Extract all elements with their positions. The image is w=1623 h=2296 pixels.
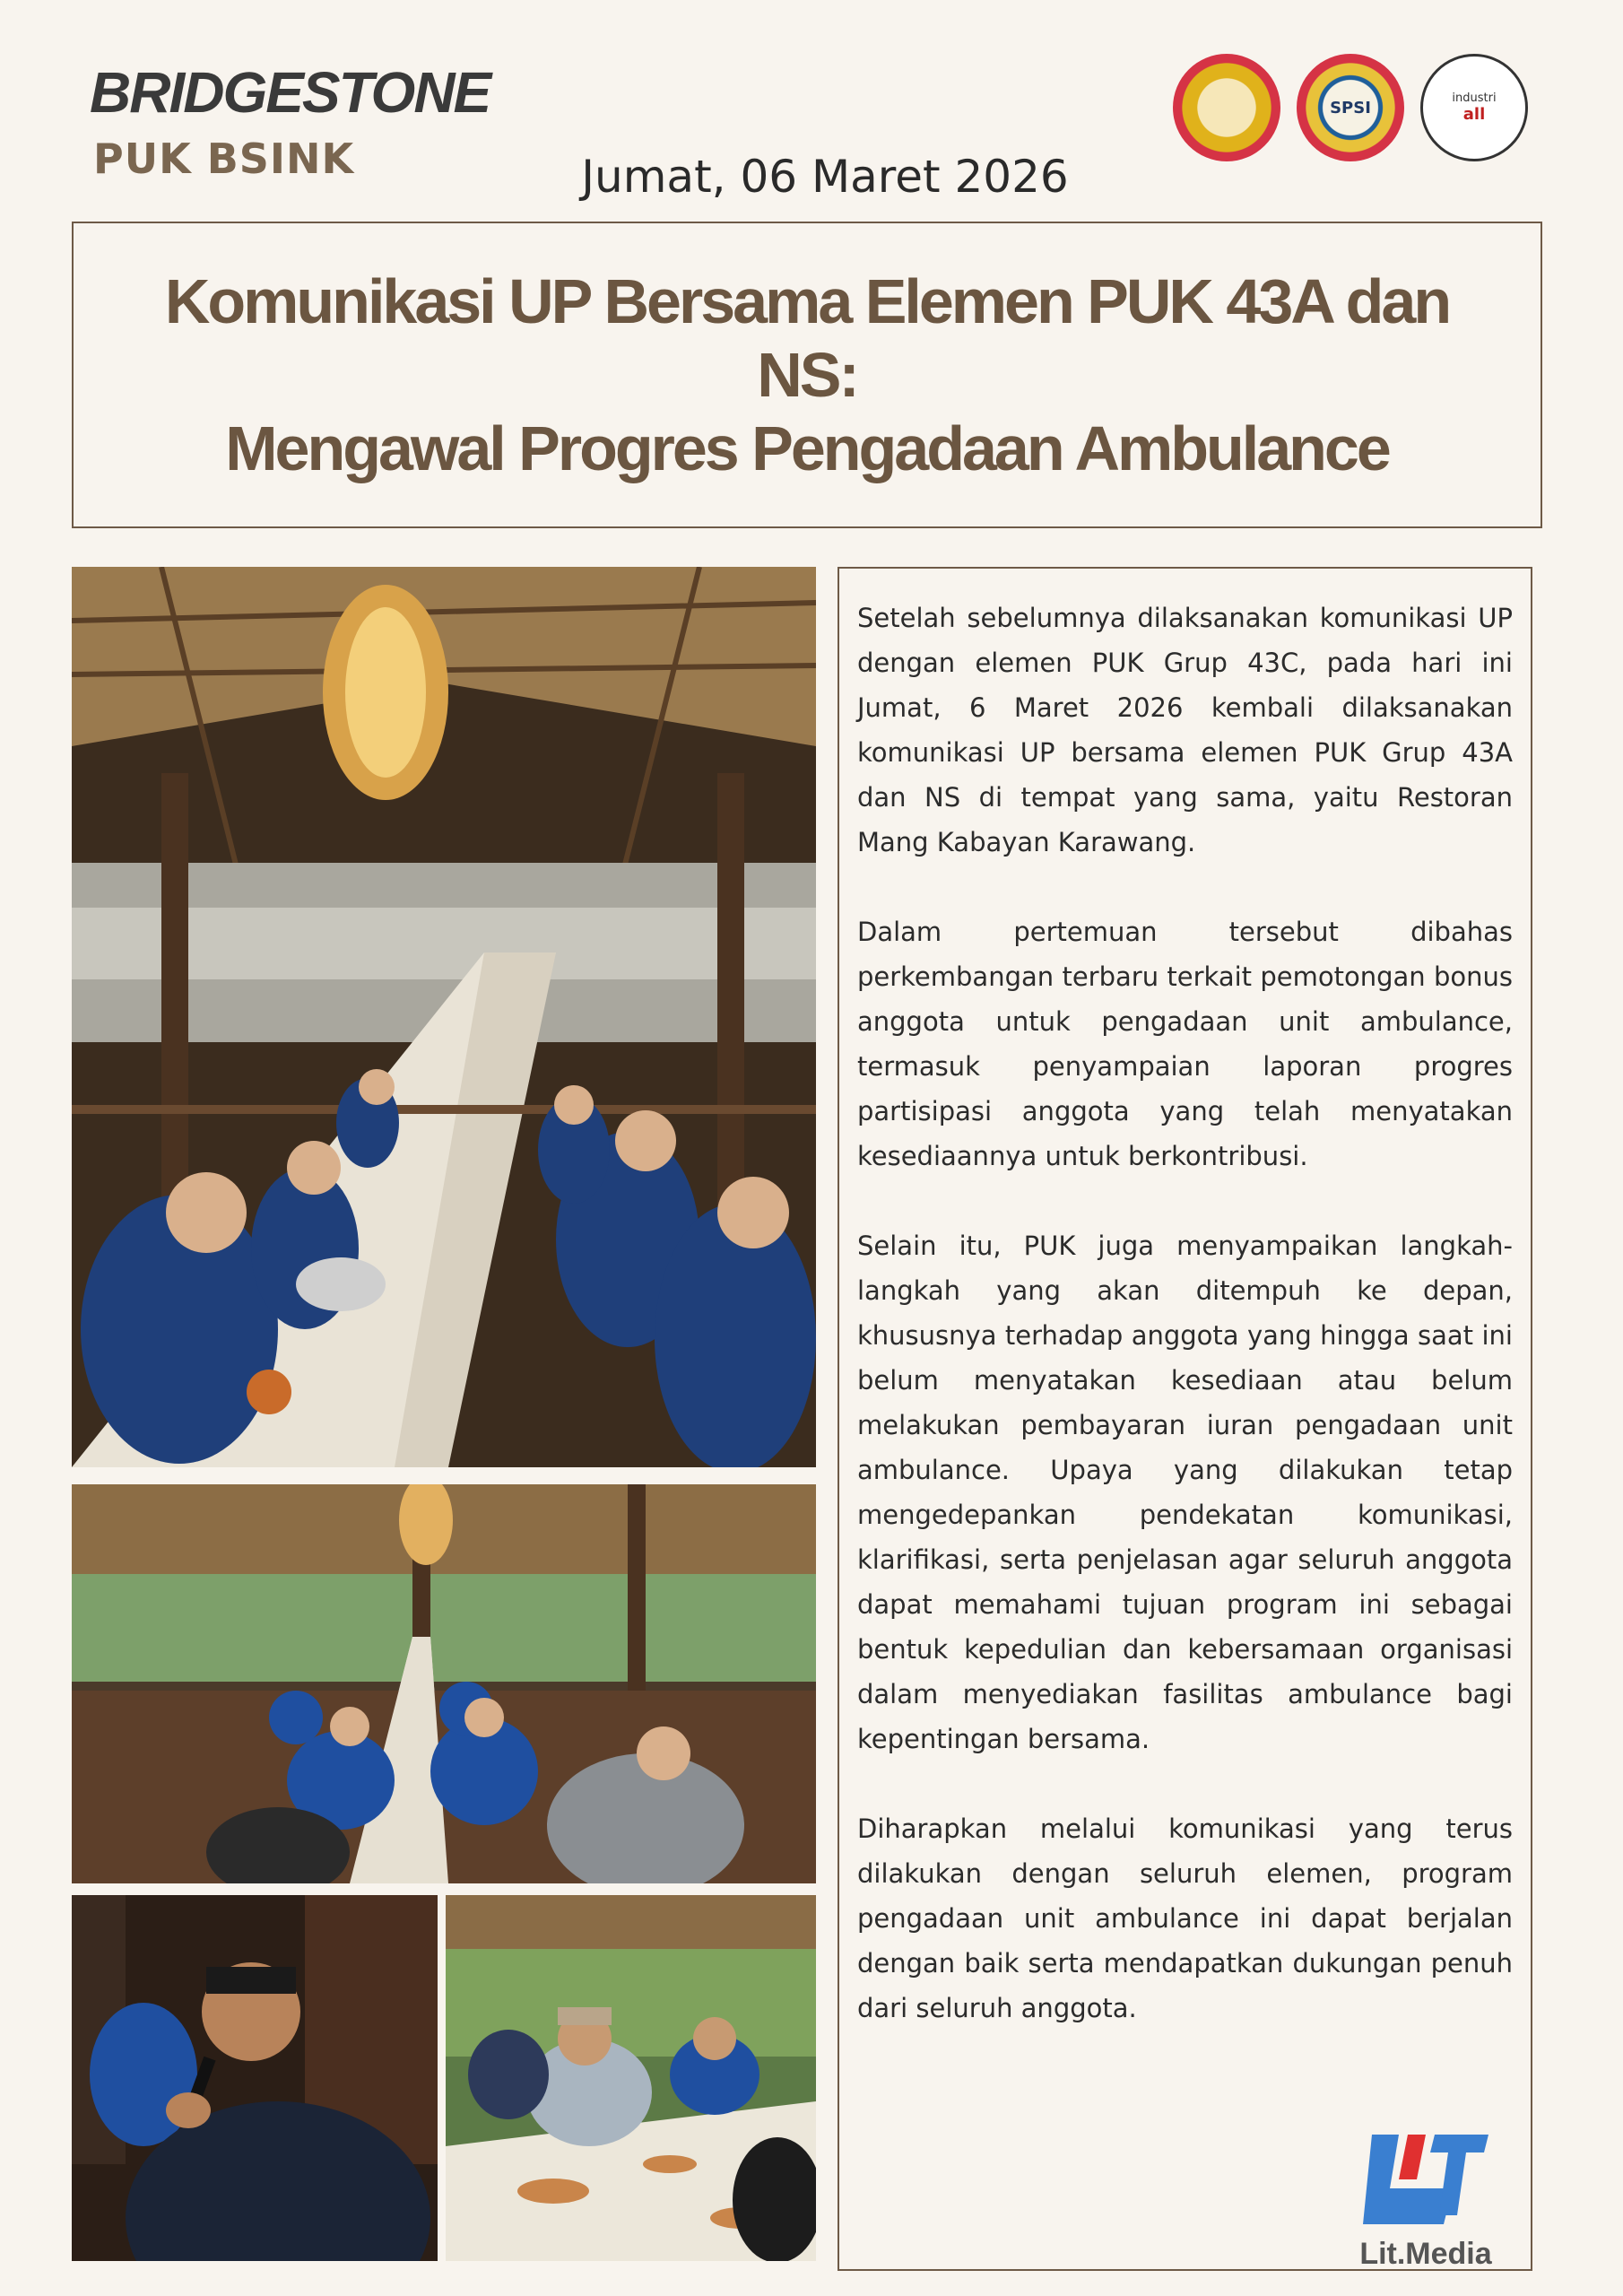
title-line-1: Komunikasi UP Bersama Elemen PUK 43A dan NS: (164, 266, 1450, 410)
unit-label: PUK BSINK (93, 135, 355, 183)
paragraph-1: Setelah sebelumnya dilaksanakan komunikasi UP dengan elemen PUK Grup 43C, pada hari ini Jumat, 6 Maret 2026 kembali dilaksanakan komunikasi UP bersama elemen PUK Grup 43A dan NS di tempat yang sama, yaitu Restoran Mang Kabayan Karawang. (857, 603, 1513, 857)
dining-table-photo (446, 1895, 816, 2261)
paragraph-2: Dalam pertemuan tersebut dibahas perkembangan terbaru terkait pemotongan bonus anggota untuk pengadaan unit ambulance, termasuk penyampaian laporan progres partisipasi anggota yang telah menyatakan kesediaannya untuk berkontribusi. (857, 917, 1513, 1171)
title-box (72, 222, 1542, 528)
industriall-logo-mark: all (1462, 105, 1486, 124)
meeting-photo-wide (72, 1484, 816, 1883)
publication-date: Jumat, 06 Maret 2026 (581, 151, 1069, 203)
spsi-logo-text: SPSI (1330, 98, 1371, 117)
fspkep-emblem-icon (1173, 54, 1280, 161)
title-line-2: Mengawal Progres Pengadaan Ambulance (225, 413, 1389, 483)
paragraph-4: Diharapkan melalui komunikasi yang terus dilakukan dengan seluruh elemen, program pengadaan unit ambulance ini dapat berjalan dengan baik serta mendapatkan dukungan penuh dari seluruh anggota. (857, 1813, 1513, 2023)
bridgestone-logo: BRIDGESTONE (90, 60, 490, 125)
partner-logos (1173, 54, 1528, 161)
industriall-logo (1420, 54, 1528, 161)
article-title (74, 265, 1541, 485)
speaker-photo (72, 1895, 438, 2261)
industriall-logo-text: industri (1452, 91, 1497, 105)
article-body (838, 567, 1532, 2271)
paragraph-3: Selain itu, PUK juga menyampaikan langkah-langkah yang akan ditempuh ke depan, khususnya terhadap anggota yang hingga saat ini belum menyatakan kesediaan atau belum melakukan pembayaran iuran pengadaan unit ambulance. Upaya yang dilakukan tetap mengedepankan pendekatan komunikasi, klarifikasi, serta penjelasan agar seluruh anggota dapat memahami tujuan program ini sebagai bentuk kepedulian dan kebersamaan organisasi dalam menyediakan fasilitas ambulance bagi kepentingan bersama. (857, 1231, 1513, 1754)
lit-media-label: Lit.Media (1359, 2237, 1492, 2271)
lit-media-logo (1345, 2126, 1506, 2272)
spsi-emblem-icon (1297, 54, 1404, 161)
lit-media-mark-icon (1354, 2126, 1497, 2233)
meeting-photo-main (72, 567, 816, 1467)
